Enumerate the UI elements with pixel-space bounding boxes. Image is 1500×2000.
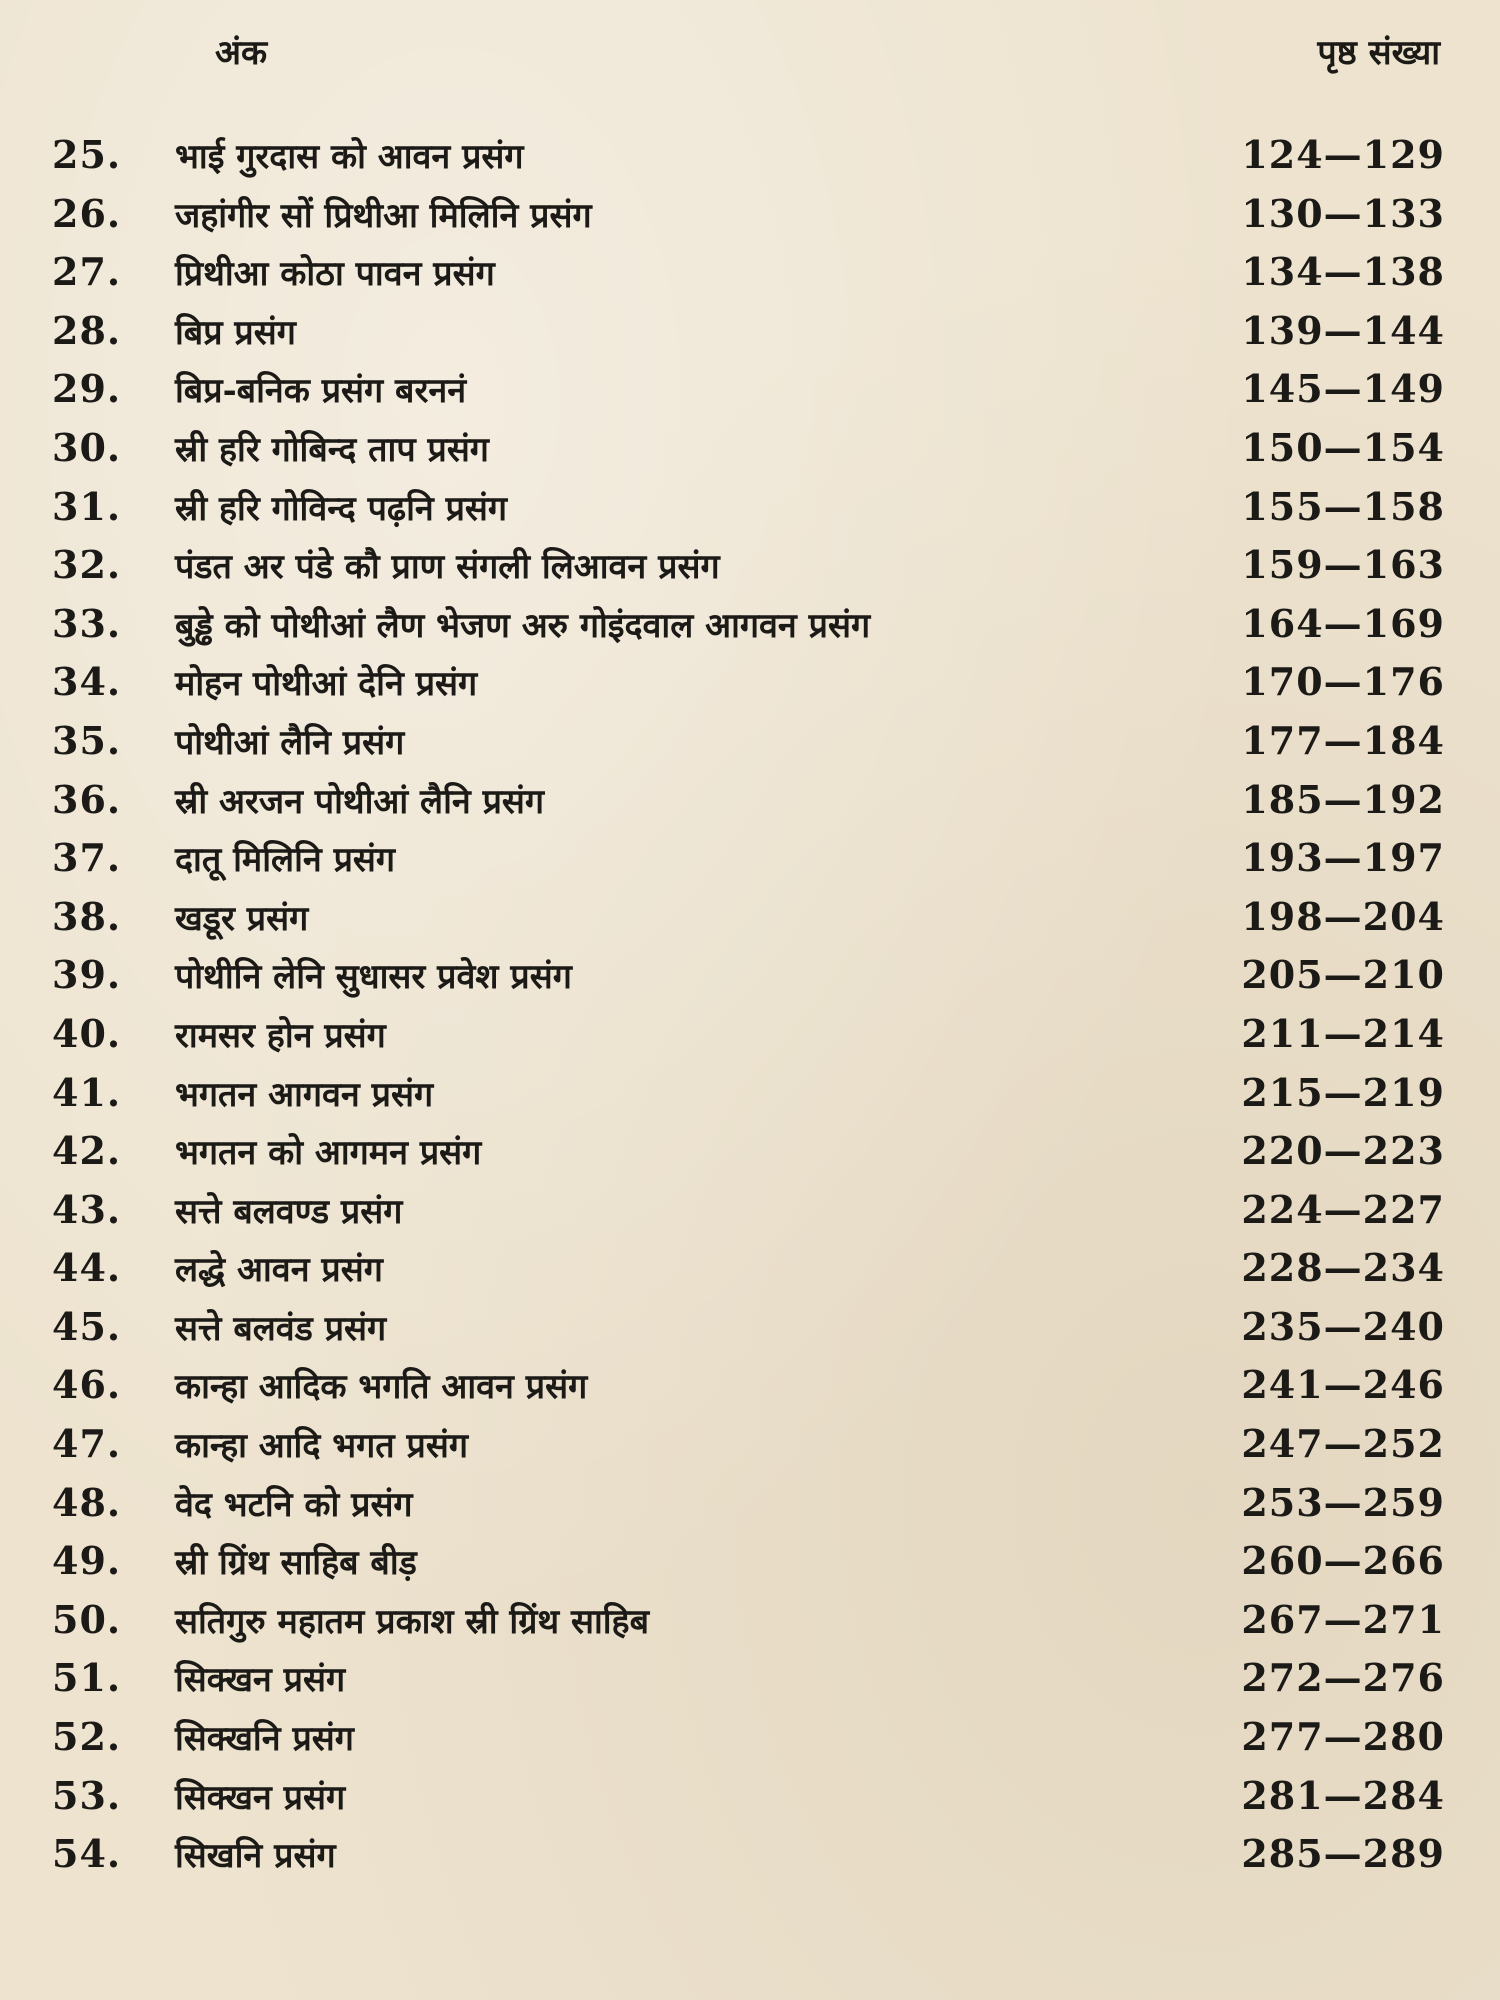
entry-page-range: 267—271 (1241, 1596, 1445, 1642)
entry-page-range: 145—149 (1241, 366, 1445, 412)
entry-number: 41. (52, 1069, 122, 1115)
contents-entry (0, 360, 1500, 419)
entry-title: सतिगुरु महातम प्रकाश स्री ग्रिंथ साहिब (175, 1601, 650, 1642)
entry-number: 49. (52, 1538, 122, 1584)
entry-page-range: 139—144 (1241, 307, 1445, 353)
entry-number: 30. (52, 424, 122, 470)
entry-title: सिक्खनि प्रसंग (175, 1719, 354, 1760)
entry-page-range: 177—184 (1241, 717, 1445, 763)
entry-number: 42. (52, 1128, 122, 1174)
entry-title: सत्ते बलवंड प्रसंग (175, 1308, 387, 1349)
entry-number: 28. (52, 307, 122, 353)
column-header (0, 28, 1500, 88)
entry-number: 25. (52, 132, 122, 177)
contents-list (0, 126, 1500, 1884)
entry-page-range: 198—204 (1241, 893, 1445, 939)
entry-title: सिखनि प्रसंग (175, 1836, 336, 1877)
contents-entry (0, 1474, 1500, 1533)
page-number-heading: पृष्ठ संख्या (1317, 33, 1440, 73)
contents-entry (0, 1532, 1500, 1591)
contents-entry (0, 1415, 1500, 1474)
entry-number: 34. (52, 659, 122, 705)
entry-page-range: 155—158 (1241, 483, 1445, 529)
entry-number: 38. (52, 893, 122, 939)
contents-entry (0, 1708, 1500, 1767)
entry-title: स्री अरजन पोथीआं लैनि प्रसंग (175, 781, 545, 822)
entry-title: खडूर प्रसंग (175, 898, 309, 939)
entry-title: वेद भटनि को प्रसंग (175, 1484, 413, 1525)
entry-number: 31. (52, 483, 122, 529)
entry-page-range: 164—169 (1241, 600, 1445, 646)
contents-entry (0, 419, 1500, 478)
contents-entry (0, 771, 1500, 830)
entry-title: जहांगीर सों प्रिथीआ मिलिनि प्रसंग (175, 195, 592, 236)
entry-title: पंडत अर पंडे कौ प्राण संगली लिआवन प्रसंग (175, 547, 720, 588)
entry-number: 46. (52, 1362, 122, 1408)
entry-number: 53. (52, 1772, 122, 1818)
entry-title: बिप्र प्रसंग (175, 312, 296, 353)
contents-entry (0, 1064, 1500, 1123)
contents-entry (0, 1649, 1500, 1708)
entry-title: सत्ते बलवण्ड प्रसंग (175, 1191, 403, 1232)
entry-title: बिप्र-बनिक प्रसंग बरननं (175, 371, 467, 412)
contents-entry (0, 888, 1500, 947)
contents-entry (0, 536, 1500, 595)
entry-title: स्री ग्रिंथ साहिब बीड़ (175, 1543, 417, 1584)
entry-title: कान्हा आदिक भगति आवन प्रसंग (175, 1367, 588, 1408)
entry-page-range: 215—219 (1241, 1069, 1445, 1115)
contents-entry (0, 302, 1500, 361)
entry-page-range: 281—284 (1241, 1772, 1445, 1818)
entry-page-range: 235—240 (1241, 1303, 1445, 1349)
contents-entry (0, 829, 1500, 888)
entry-page-range: 130—133 (1241, 190, 1445, 236)
contents-entry (0, 126, 1500, 185)
contents-entry (0, 1825, 1500, 1884)
entry-title: प्रिथीआ कोठा पावन प्रसंग (175, 254, 495, 295)
entry-number: 43. (52, 1186, 122, 1232)
contents-entry (0, 478, 1500, 537)
contents-entry (0, 1239, 1500, 1298)
entry-page-range: 253—259 (1241, 1479, 1445, 1525)
contents-entry (0, 946, 1500, 1005)
entry-page-range: 170—176 (1241, 659, 1445, 705)
entry-number: 29. (52, 366, 122, 412)
entry-page-range: 220—223 (1241, 1128, 1445, 1174)
entry-page-range: 277—280 (1241, 1714, 1445, 1760)
entry-number: 52. (52, 1714, 122, 1760)
entry-number: 40. (52, 1010, 122, 1056)
entry-title: सिक्खन प्रसंग (175, 1777, 346, 1818)
contents-entry (0, 243, 1500, 302)
entry-title: स्री हरि गोबिन्द ताप प्रसंग (175, 429, 489, 470)
entry-number: 39. (52, 952, 122, 998)
chapter-number-heading: अंक (215, 33, 268, 73)
entry-page-range: 224—227 (1241, 1186, 1445, 1232)
entry-number: 44. (52, 1245, 122, 1291)
contents-entry (0, 1591, 1500, 1650)
entry-title: स्री हरि गोविन्द पढ़नि प्रसंग (175, 488, 508, 529)
entry-page-range: 150—154 (1241, 424, 1445, 470)
contents-entry (0, 185, 1500, 244)
entry-page-range: 159—163 (1241, 542, 1445, 588)
entry-page-range: 285—289 (1241, 1831, 1445, 1877)
entry-title: भगतन आगवन प्रसंग (175, 1074, 434, 1115)
entry-page-range: 241—246 (1241, 1362, 1445, 1408)
contents-entry (0, 1298, 1500, 1357)
entry-page-range: 185—192 (1241, 776, 1445, 822)
contents-entry (0, 712, 1500, 771)
entry-title: बुड्ढे को पोथीआं लैण भेजण अरु गोइंदवाल आगवन प्रसंग (175, 605, 871, 646)
entry-title: सिक्खन प्रसंग (175, 1660, 346, 1701)
entry-number: 26. (52, 190, 122, 236)
entry-page-range: 193—197 (1241, 835, 1445, 881)
entry-number: 51. (52, 1655, 122, 1701)
entry-number: 32. (52, 542, 122, 588)
contents-entry (0, 1005, 1500, 1064)
contents-entry (0, 1767, 1500, 1826)
entry-title: पोथीआं लैनि प्रसंग (175, 722, 405, 763)
contents-entry (0, 595, 1500, 654)
entry-page-range: 272—276 (1241, 1655, 1445, 1701)
entry-number: 35. (52, 717, 122, 763)
entry-number: 54. (52, 1831, 122, 1877)
contents-entry (0, 1356, 1500, 1415)
entry-page-range: 211—214 (1241, 1010, 1445, 1056)
entry-number: 33. (52, 600, 122, 646)
entry-page-range: 228—234 (1241, 1245, 1445, 1291)
entry-title: दातू मिलिनि प्रसंग (175, 840, 396, 881)
entry-number: 50. (52, 1596, 122, 1642)
entry-title: भगतन को आगमन प्रसंग (175, 1133, 482, 1174)
entry-number: 37. (52, 835, 122, 881)
entry-title: मोहन पोथीआं देनि प्रसंग (175, 664, 478, 705)
entry-page-range: 247—252 (1241, 1421, 1445, 1467)
contents-entry (0, 1181, 1500, 1240)
entry-number: 47. (52, 1421, 122, 1467)
entry-number: 27. (52, 249, 122, 295)
entry-page-range: 124—129 (1241, 132, 1445, 177)
entry-title: कान्हा आदि भगत प्रसंग (175, 1426, 468, 1467)
entry-title: पोथीनि लेनि सुधासर प्रवेश प्रसंग (175, 957, 572, 998)
entry-number: 48. (52, 1479, 122, 1525)
entry-page-range: 260—266 (1241, 1538, 1445, 1584)
entry-title: लद्धे आवन प्रसंग (175, 1250, 383, 1291)
entry-number: 45. (52, 1303, 122, 1349)
entry-page-range: 205—210 (1241, 952, 1445, 998)
entry-number: 36. (52, 776, 122, 822)
contents-entry (0, 1122, 1500, 1181)
contents-entry (0, 653, 1500, 712)
entry-page-range: 134—138 (1241, 249, 1445, 295)
entry-title: भाई गुरदास को आवन प्रसंग (175, 137, 524, 177)
entry-title: रामसर होन प्रसंग (175, 1015, 386, 1056)
